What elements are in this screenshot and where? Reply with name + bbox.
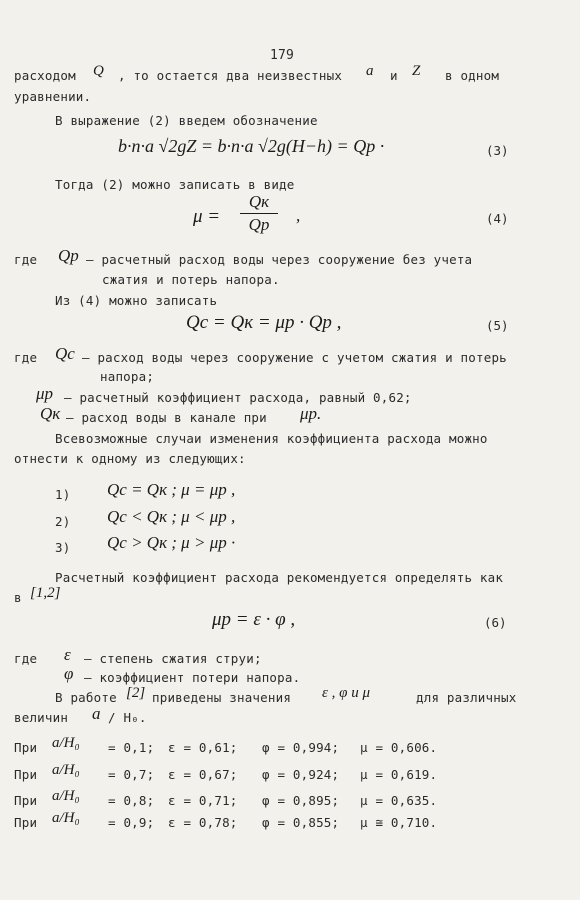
symbol-epsilon: ε [64,645,71,664]
equation-4-lhs: μ = [193,206,221,227]
symbol-a-2: a [92,704,101,723]
row-phi: φ = 0,994; [262,740,340,755]
row-mu: μ ≅ 0,710. [360,815,438,830]
text-line-11: – расход воды в канале при [66,410,267,425]
table-row [14,767,37,782]
row-ratio-value: = 0,7; [108,767,155,782]
text-line-3: В выражение (2) введем обозначение [55,113,318,128]
text-line-19c: / H₀. [108,710,147,725]
equation-3-number: (3) [486,143,509,158]
text-line-1g: в одном [445,68,500,83]
row-mu: μ = 0,635. [360,793,438,808]
text-line-5: – расчетный расход воды через сооружение без учета [86,252,473,267]
text-line-14: Расчетный коэффициент расхода рекомендуется определять как [55,570,504,585]
case-3: Qc > Qк ; μ > μр · [107,533,236,552]
equation-4-comma: , [296,206,301,225]
row-label: При [14,740,38,755]
text-line-18c: приведены значения [152,690,292,705]
row-ratio: a/H₀ [52,735,80,751]
text-line-18a: В работе [55,690,117,705]
text-line-1c: , то остается два неизвестных [118,68,343,83]
symbol-Qk: Qк [40,404,61,423]
row-ratio-value: = 0,1; [108,740,155,755]
text-where-2: где [14,350,38,365]
table-row [14,793,37,808]
text-where-3: где [14,651,38,666]
row-ratio: a/H₀ [52,810,80,826]
symbol-mu-p-2: μр. [300,404,322,423]
symbol-Q: Q [93,63,104,79]
text-line-8: – расход воды через сооружение с учетом сжатия и потерь [82,350,507,365]
table-row [14,740,37,755]
text-line-7: Из (4) можно записать [55,293,218,308]
row-mu: μ = 0,606. [360,740,438,755]
text-line-16: – степень сжатия струи; [84,651,262,666]
symbol-mu-p: μр [36,384,54,403]
text-line-15a: в [14,590,22,605]
fraction-bar [240,213,278,214]
text-line-9: напора; [100,369,155,384]
text-line-18e: для различных [416,690,517,705]
equation-5: Qc = Qк = μр · Qр , [186,312,342,333]
case-2: Qc < Qк ; μ < μр , [107,507,236,526]
row-phi: φ = 0,924; [262,767,340,782]
case-1-number: 1) [55,487,71,502]
case-1: Qc = Qк ; μ = μр , [107,480,236,499]
equation-6-number: (6) [484,615,507,630]
fraction-numerator: Qк [248,192,270,211]
row-epsilon: ε = 0,78; [168,815,238,830]
row-epsilon: ε = 0,67; [168,767,238,782]
fraction-denominator: Qр [248,215,270,234]
text-line-10: – расчетный коэффициент расхода, равный 0,62; [64,390,412,405]
row-ratio: a/H₀ [52,762,80,778]
row-ratio-value: = 0,9; [108,815,155,830]
symbol-Qc: Qc [55,344,75,363]
case-2-number: 2) [55,514,71,529]
row-ratio: a/H₀ [52,788,80,804]
equation-4-fraction [240,192,278,235]
text-where-1: где [14,252,38,267]
symbol-a: a [366,63,374,79]
text-line-4: Тогда (2) можно записать в виде [55,177,295,192]
row-epsilon: ε = 0,61; [168,740,238,755]
reference-2: [2] [126,685,146,701]
page-number: 179 [270,48,295,63]
table-row [14,815,37,830]
equation-5-number: (5) [486,318,509,333]
symbol-Qp: Qр [58,246,79,265]
row-label: При [14,767,38,782]
row-mu: μ = 0,619. [360,767,438,782]
text-line-2: уравнении. [14,89,92,104]
equation-4-number: (4) [486,211,509,226]
symbol-phi: φ [64,664,74,683]
row-ratio-value: = 0,8; [108,793,155,808]
text-line-1a: расходом [14,68,76,83]
symbols-eps-phi-mu: ε , φ и μ [322,685,370,701]
row-phi: φ = 0,895; [262,793,340,808]
row-phi: φ = 0,855; [262,815,340,830]
text-line-13: отнести к одному из следующих: [14,451,246,466]
equation-3: b·n·a √2gZ = b·n·a √2g(H−h) = Qp · [118,136,385,156]
text-line-17: – коэффициент потери напора. [84,670,301,685]
reference-1-2: [1,2] [30,585,61,601]
text-line-6: сжатия и потерь напора. [102,272,280,287]
symbol-Z: Z [412,63,421,79]
text-line-1e: и [390,68,398,83]
case-3-number: 3) [55,540,71,555]
text-line-19a: величин [14,710,69,725]
text-line-12: Всевозможные случаи изменения коэффициента расхода можно [55,431,488,446]
equation-6: μр = ε · φ , [212,609,296,630]
row-label: При [14,793,38,808]
row-label: При [14,815,38,830]
row-epsilon: ε = 0,71; [168,793,238,808]
